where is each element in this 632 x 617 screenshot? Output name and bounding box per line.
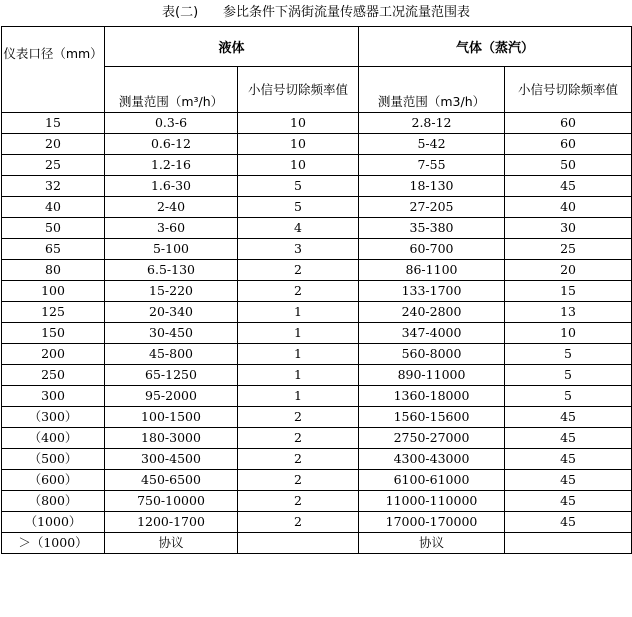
cell-gas-cutoff: 30 bbox=[505, 218, 632, 239]
cell-gas-range: 17000-170000 bbox=[359, 512, 505, 533]
cell-liquid-range: 2-40 bbox=[105, 197, 238, 218]
cell-liquid-range: 180-3000 bbox=[105, 428, 238, 449]
cell-diameter: 125 bbox=[2, 302, 105, 323]
table-body bbox=[2, 27, 632, 554]
cell-gas-range: 协议 bbox=[359, 533, 505, 554]
cell-diameter: ＞（1000） bbox=[2, 533, 105, 554]
table-row bbox=[2, 428, 632, 449]
cell-gas-range: 18-130 bbox=[359, 176, 505, 197]
cell-liquid-range: 0.6-12 bbox=[105, 134, 238, 155]
header-diameter: 仪表口径（mm） bbox=[2, 27, 105, 113]
table-row bbox=[2, 344, 632, 365]
cell-gas-cutoff: 60 bbox=[505, 113, 632, 134]
cell-liquid-cutoff: 10 bbox=[238, 113, 359, 134]
cell-gas-range: 11000-110000 bbox=[359, 491, 505, 512]
cell-gas-range: 347-4000 bbox=[359, 323, 505, 344]
cell-diameter: （300） bbox=[2, 407, 105, 428]
cell-gas-range: 4300-43000 bbox=[359, 449, 505, 470]
header-gas-cutoff: 小信号切除频率值 bbox=[505, 67, 632, 113]
cell-diameter: 250 bbox=[2, 365, 105, 386]
cell-liquid-range: 45-800 bbox=[105, 344, 238, 365]
table-row bbox=[2, 323, 632, 344]
header-row-1 bbox=[2, 27, 632, 67]
cell-gas-range: 2.8-12 bbox=[359, 113, 505, 134]
cell-diameter: 20 bbox=[2, 134, 105, 155]
table-row bbox=[2, 533, 632, 554]
cell-gas-range: 1360-18000 bbox=[359, 386, 505, 407]
cell-liquid-range: 30-450 bbox=[105, 323, 238, 344]
cell-liquid-cutoff: 1 bbox=[238, 302, 359, 323]
cell-liquid-range: 300-4500 bbox=[105, 449, 238, 470]
cell-gas-range: 2750-27000 bbox=[359, 428, 505, 449]
cell-diameter: 25 bbox=[2, 155, 105, 176]
cell-gas-cutoff: 40 bbox=[505, 197, 632, 218]
header-liquid: 液体 bbox=[105, 27, 359, 67]
cell-liquid-range: 协议 bbox=[105, 533, 238, 554]
cell-diameter: 40 bbox=[2, 197, 105, 218]
cell-liquid-cutoff: 4 bbox=[238, 218, 359, 239]
table-row bbox=[2, 155, 632, 176]
header-gas: 气体（蒸汽） bbox=[359, 27, 632, 67]
cell-liquid-cutoff: 1 bbox=[238, 323, 359, 344]
cell-liquid-cutoff: 5 bbox=[238, 176, 359, 197]
cell-gas-range: 7-55 bbox=[359, 155, 505, 176]
table-row bbox=[2, 491, 632, 512]
table-row bbox=[2, 407, 632, 428]
cell-liquid-range: 15-220 bbox=[105, 281, 238, 302]
cell-gas-cutoff: 45 bbox=[505, 428, 632, 449]
cell-diameter: 65 bbox=[2, 239, 105, 260]
cell-gas-cutoff: 45 bbox=[505, 176, 632, 197]
cell-gas-cutoff: 50 bbox=[505, 155, 632, 176]
cell-gas-cutoff: 45 bbox=[505, 407, 632, 428]
cell-diameter: （1000） bbox=[2, 512, 105, 533]
cell-liquid-range: 1.2-16 bbox=[105, 155, 238, 176]
cell-liquid-cutoff: 10 bbox=[238, 134, 359, 155]
cell-liquid-cutoff: 2 bbox=[238, 491, 359, 512]
header-gas-range: 测量范围（m3/h） bbox=[359, 67, 505, 113]
cell-diameter: 15 bbox=[2, 113, 105, 134]
cell-diameter: （800） bbox=[2, 491, 105, 512]
table-row bbox=[2, 239, 632, 260]
cell-liquid-cutoff: 2 bbox=[238, 449, 359, 470]
cell-gas-cutoff: 5 bbox=[505, 365, 632, 386]
cell-gas-range: 60-700 bbox=[359, 239, 505, 260]
table-row bbox=[2, 197, 632, 218]
cell-diameter: （500） bbox=[2, 449, 105, 470]
cell-liquid-range: 1200-1700 bbox=[105, 512, 238, 533]
table-row bbox=[2, 113, 632, 134]
cell-liquid-cutoff bbox=[238, 533, 359, 554]
table-row bbox=[2, 365, 632, 386]
header-liquid-cutoff: 小信号切除频率值 bbox=[238, 67, 359, 113]
cell-gas-cutoff: 20 bbox=[505, 260, 632, 281]
cell-liquid-range: 450-6500 bbox=[105, 470, 238, 491]
cell-gas-range: 35-380 bbox=[359, 218, 505, 239]
cell-diameter: （400） bbox=[2, 428, 105, 449]
table-row bbox=[2, 281, 632, 302]
cell-liquid-range: 750-10000 bbox=[105, 491, 238, 512]
cell-liquid-cutoff: 1 bbox=[238, 386, 359, 407]
table-row bbox=[2, 302, 632, 323]
cell-gas-cutoff: 45 bbox=[505, 491, 632, 512]
cell-liquid-cutoff: 2 bbox=[238, 512, 359, 533]
table-row bbox=[2, 218, 632, 239]
cell-liquid-cutoff: 1 bbox=[238, 365, 359, 386]
cell-gas-range: 890-11000 bbox=[359, 365, 505, 386]
cell-liquid-cutoff: 2 bbox=[238, 428, 359, 449]
cell-diameter: 32 bbox=[2, 176, 105, 197]
cell-liquid-cutoff: 1 bbox=[238, 344, 359, 365]
cell-gas-cutoff: 60 bbox=[505, 134, 632, 155]
cell-gas-range: 560-8000 bbox=[359, 344, 505, 365]
cell-liquid-range: 1.6-30 bbox=[105, 176, 238, 197]
cell-gas-cutoff: 25 bbox=[505, 239, 632, 260]
cell-liquid-cutoff: 3 bbox=[238, 239, 359, 260]
cell-liquid-range: 5-100 bbox=[105, 239, 238, 260]
cell-gas-cutoff: 10 bbox=[505, 323, 632, 344]
table-row bbox=[2, 260, 632, 281]
cell-gas-range: 86-1100 bbox=[359, 260, 505, 281]
cell-diameter: 200 bbox=[2, 344, 105, 365]
cell-liquid-cutoff: 2 bbox=[238, 407, 359, 428]
table-row bbox=[2, 386, 632, 407]
cell-liquid-cutoff: 5 bbox=[238, 197, 359, 218]
cell-diameter: 50 bbox=[2, 218, 105, 239]
cell-gas-range: 240-2800 bbox=[359, 302, 505, 323]
flow-range-table bbox=[1, 26, 632, 554]
cell-gas-cutoff bbox=[505, 533, 632, 554]
cell-liquid-range: 6.5-130 bbox=[105, 260, 238, 281]
cell-liquid-cutoff: 2 bbox=[238, 281, 359, 302]
cell-gas-range: 1560-15600 bbox=[359, 407, 505, 428]
cell-gas-cutoff: 45 bbox=[505, 512, 632, 533]
cell-gas-cutoff: 45 bbox=[505, 470, 632, 491]
cell-gas-cutoff: 5 bbox=[505, 386, 632, 407]
cell-gas-cutoff: 5 bbox=[505, 344, 632, 365]
cell-gas-range: 5-42 bbox=[359, 134, 505, 155]
header-liquid-range: 测量范围（m³/h） bbox=[105, 67, 238, 113]
cell-gas-range: 27-205 bbox=[359, 197, 505, 218]
cell-liquid-range: 3-60 bbox=[105, 218, 238, 239]
cell-liquid-cutoff: 10 bbox=[238, 155, 359, 176]
cell-gas-cutoff: 13 bbox=[505, 302, 632, 323]
cell-liquid-range: 0.3-6 bbox=[105, 113, 238, 134]
cell-liquid-range: 20-340 bbox=[105, 302, 238, 323]
cell-gas-cutoff: 15 bbox=[505, 281, 632, 302]
table-row bbox=[2, 134, 632, 155]
table-row bbox=[2, 470, 632, 491]
cell-liquid-range: 100-1500 bbox=[105, 407, 238, 428]
table-row bbox=[2, 176, 632, 197]
cell-gas-range: 133-1700 bbox=[359, 281, 505, 302]
cell-liquid-cutoff: 2 bbox=[238, 470, 359, 491]
cell-diameter: 150 bbox=[2, 323, 105, 344]
table-row bbox=[2, 449, 632, 470]
cell-liquid-range: 65-1250 bbox=[105, 365, 238, 386]
cell-diameter: （600） bbox=[2, 470, 105, 491]
cell-diameter: 100 bbox=[2, 281, 105, 302]
table-caption: 表(二) 参比条件下涡街流量传感器工况流量范围表 bbox=[162, 5, 470, 20]
cell-gas-cutoff: 45 bbox=[505, 449, 632, 470]
cell-diameter: 80 bbox=[2, 260, 105, 281]
cell-liquid-range: 95-2000 bbox=[105, 386, 238, 407]
cell-gas-range: 6100-61000 bbox=[359, 470, 505, 491]
cell-diameter: 300 bbox=[2, 386, 105, 407]
table-row bbox=[2, 512, 632, 533]
cell-liquid-cutoff: 2 bbox=[238, 260, 359, 281]
